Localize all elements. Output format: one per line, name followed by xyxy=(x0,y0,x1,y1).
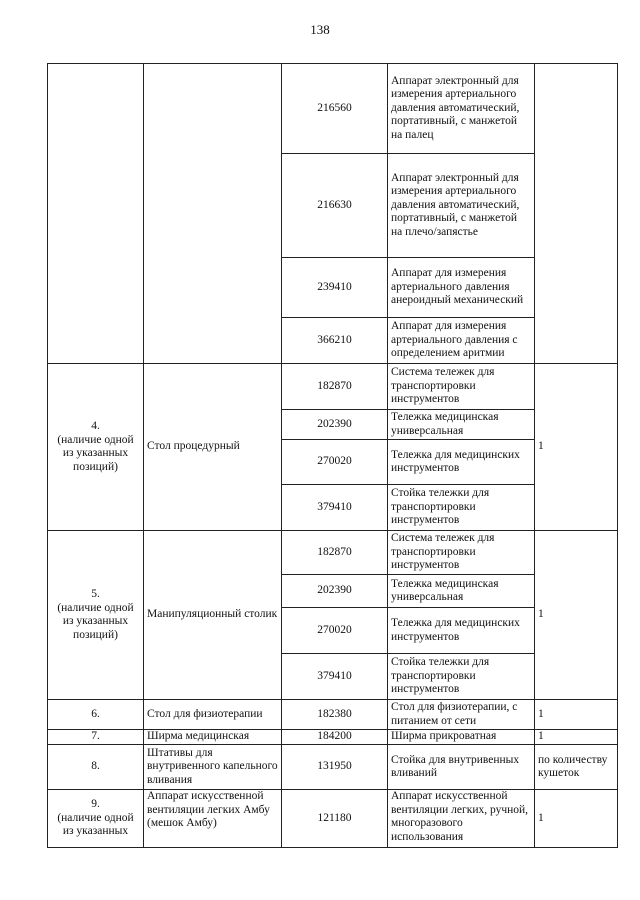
code-cell: 270020 xyxy=(282,608,388,654)
code-cell: 202390 xyxy=(282,410,388,440)
table-row xyxy=(48,364,618,410)
code-cell: 366210 xyxy=(282,318,388,364)
table-row xyxy=(48,531,618,575)
item-number-cell: 7. xyxy=(48,730,144,745)
code-cell: 379410 xyxy=(282,485,388,531)
description-cell: Тележка для медицинских инструментов xyxy=(388,440,535,485)
description-cell: Система тележек для транспортировки инструментов xyxy=(388,531,535,575)
quantity-cell: 1 xyxy=(535,700,618,730)
description-cell: Аппарат для измерения артериального давления с определением аритмии xyxy=(388,318,535,364)
description-cell: Аппарат электронный для измерения артериального давления автоматический, портативный, с манжетой на плечо/запястье xyxy=(388,154,535,258)
code-cell: 182380 xyxy=(282,700,388,730)
quantity-cell xyxy=(535,64,618,364)
item-name-cell: Стол процедурный xyxy=(144,364,282,531)
item-name-cell: Аппарат искусственной вентиляции легких Амбу (мешок Амбу) xyxy=(144,790,282,848)
code-cell: 270020 xyxy=(282,440,388,485)
item-number-cell: 8. xyxy=(48,745,144,790)
code-cell: 182870 xyxy=(282,364,388,410)
description-cell: Аппарат искусственной вентиляции легких, ручной, многоразового использования xyxy=(388,790,535,848)
quantity-cell: 1 xyxy=(535,364,618,531)
quantity-cell: 1 xyxy=(535,531,618,700)
code-cell: 216560 xyxy=(282,64,388,154)
description-cell: Тележка для медицинских инструментов xyxy=(388,608,535,654)
description-cell: Стойка для внутривенных вливаний xyxy=(388,745,535,790)
table-row xyxy=(48,730,618,745)
item-number-cell: 9. (наличие одной из указанных xyxy=(48,790,144,848)
item-name-cell: Ширма медицинская xyxy=(144,730,282,745)
item-number-cell: 4. (наличие одной из указанных позиций) xyxy=(48,364,144,531)
equipment-table xyxy=(47,63,618,848)
description-cell: Система тележек для транспортировки инструментов xyxy=(388,364,535,410)
table-row xyxy=(48,790,618,848)
code-cell: 121180 xyxy=(282,790,388,848)
description-cell: Стол для физиотерапии, с питанием от сети xyxy=(388,700,535,730)
code-cell: 239410 xyxy=(282,258,388,318)
description-cell: Тележка медицинская универсальная xyxy=(388,410,535,440)
table-row xyxy=(48,700,618,730)
table-row xyxy=(48,745,618,790)
description-cell: Аппарат электронный для измерения артериального давления автоматический, портативный, с манжетой на палец xyxy=(388,64,535,154)
description-cell: Аппарат для измерения артериального давления анероидный механический xyxy=(388,258,535,318)
code-cell: 184200 xyxy=(282,730,388,745)
item-number-cell xyxy=(48,64,144,364)
table-row xyxy=(48,64,618,154)
item-name-cell: Штативы для внутривенного капельного вливания xyxy=(144,745,282,790)
page-number: 138 xyxy=(310,22,330,37)
item-number-cell: 6. xyxy=(48,700,144,730)
code-cell: 202390 xyxy=(282,575,388,608)
description-cell: Тележка медицинская универсальная xyxy=(388,575,535,608)
item-name-cell: Стол для физиотерапии xyxy=(144,700,282,730)
quantity-cell: 1 xyxy=(535,730,618,745)
code-cell: 216630 xyxy=(282,154,388,258)
description-cell: Стойка тележки для транспортировки инструментов xyxy=(388,654,535,700)
code-cell: 131950 xyxy=(282,745,388,790)
quantity-cell: 1 xyxy=(535,790,618,848)
quantity-cell: по количеству кушеток xyxy=(535,745,618,790)
item-name-cell xyxy=(144,64,282,364)
description-cell: Ширма прикроватная xyxy=(388,730,535,745)
code-cell: 379410 xyxy=(282,654,388,700)
item-name-cell: Манипуляционный столик xyxy=(144,531,282,700)
description-cell: Стойка тележки для транспортировки инструментов xyxy=(388,485,535,531)
item-number-cell: 5. (наличие одной из указанных позиций) xyxy=(48,531,144,700)
code-cell: 182870 xyxy=(282,531,388,575)
